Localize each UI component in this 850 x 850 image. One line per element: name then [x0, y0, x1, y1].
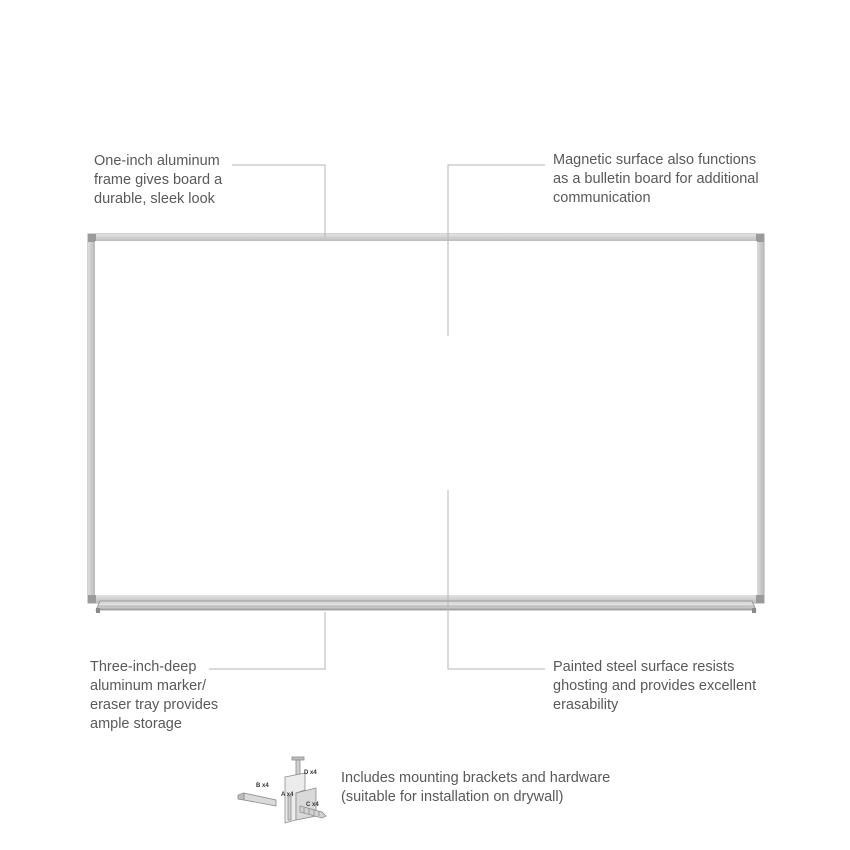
hardware-label-d: D x4 — [304, 770, 317, 776]
callout-line: Painted steel surface resists — [553, 659, 735, 675]
hardware-label-a: A x4 — [281, 792, 294, 798]
marker-tray — [96, 601, 756, 613]
mounting-hardware-illustration — [238, 757, 326, 823]
callout-line: ghosting and provides excellent — [553, 678, 757, 694]
tray-callout — [90, 658, 218, 734]
hardware-label-c: C x4 — [306, 802, 319, 808]
hardware-caption-line: (suitable for installation on drywall) — [341, 789, 564, 805]
callout-line: erasability — [553, 697, 619, 713]
callout-line: ample storage — [90, 716, 182, 732]
callout-line: eraser tray provides — [90, 697, 219, 713]
callout-line: Three-inch-deep — [90, 659, 197, 675]
callout-line: frame gives board a — [94, 172, 223, 188]
hardware-caption-line: Includes mounting brackets and hardware — [341, 770, 611, 786]
magnetic-callout — [553, 151, 759, 208]
callout-line: aluminum marker/ — [90, 678, 207, 694]
callout-line: communication — [553, 190, 651, 206]
callout-line: as a bulletin board for additional — [553, 171, 759, 187]
callout-line: One-inch aluminum — [94, 153, 220, 169]
callout-line: Magnetic surface also functions — [553, 152, 757, 168]
callout-line: durable, sleek look — [94, 191, 215, 207]
writing-surface — [95, 241, 757, 595]
tray-leader — [209, 612, 325, 669]
frame-leader — [232, 165, 325, 237]
hardware-caption — [341, 769, 610, 807]
surface-callout — [553, 658, 756, 715]
hardware-label-b: B x4 — [256, 783, 269, 789]
frame-callout — [94, 152, 222, 209]
